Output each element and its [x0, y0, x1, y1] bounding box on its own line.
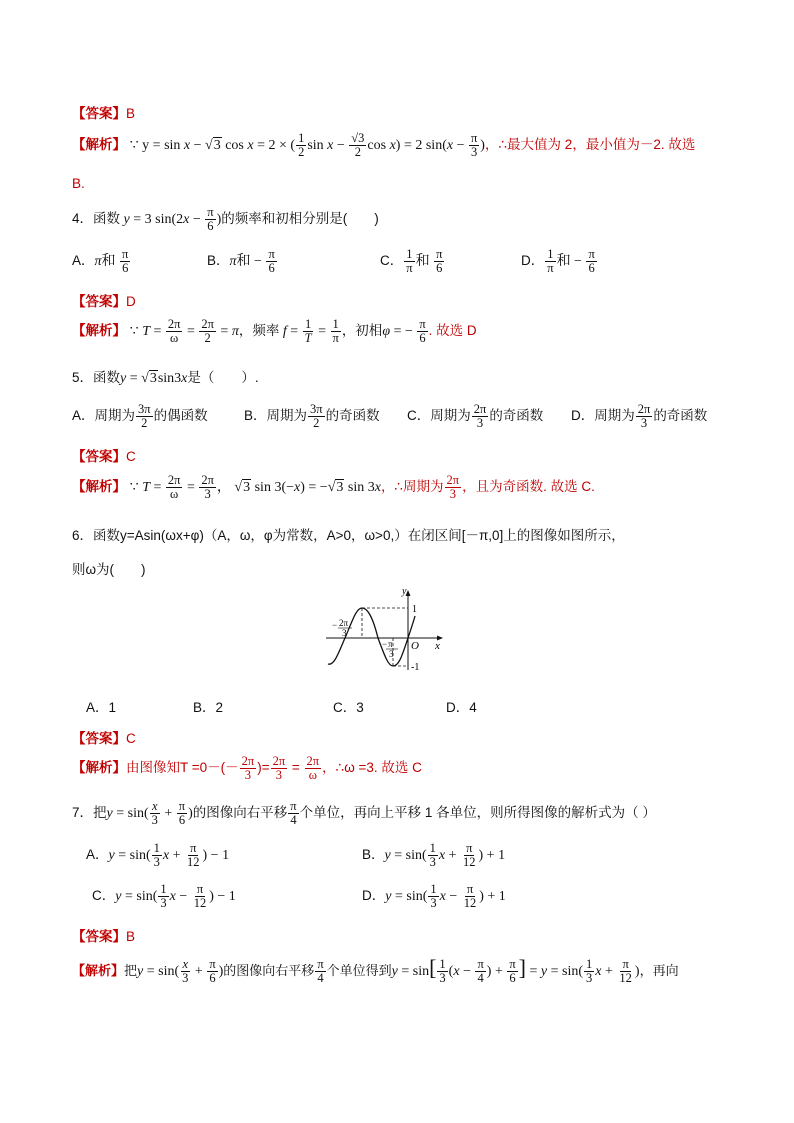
q4-option-c[interactable]: C． $\frac{1}{\pi}$ 和 $\frac{\pi}{6}$: [380, 247, 443, 276]
y-label: y: [402, 586, 407, 597]
q6-stem-line1: 6．函数y=Asin(ωx+φ)（A，ω，φ为常数，A>0，ω>0,）在闭区间[－π,0]上的图像如图所示，: [72, 528, 625, 543]
q4-option-d[interactable]: D． $\frac{1}{\pi}$ 和 − $\frac{\pi}{6}$: [521, 247, 595, 276]
q5-analysis-row: 【解析】 ∵ T = $\frac{2\pi}{\omega}$ = $\frac{2\pi}{3}$ ， √3 sin 3(−x) = −√3 sin 3x，∴周期为 $\frac{2\pi}{3}$ ，且为奇函数. 故选 C.: [72, 473, 595, 502]
three-label-left: 3: [342, 628, 347, 638]
q6-answer: C: [126, 731, 136, 746]
q3-answer: B: [126, 106, 136, 121]
q3-conclusion: ，∴最大值为 2，最小值为－2. 故选: [484, 136, 696, 152]
q4-analysis-row: 【解析】 ∵ T = $\frac{2\pi}{\omega}$ = $\frac{2\pi}{2}$ = π，频率 f = $\frac{1}{T}$ = $\frac{1}{\pi}$ ，初相φ = − $\frac{\pi}{6}$ . 故选 D: [72, 317, 477, 346]
q7-answer-row: 【答案】B: [72, 929, 136, 944]
minus-one-label: -1: [411, 662, 420, 672]
q7-option-a[interactable]: A．y = sin( $\frac{1}{3}$ x + $\frac{\pi}{12}$ ) − 1: [86, 841, 230, 870]
q7-option-b[interactable]: B．y = sin( $\frac{1}{3}$ x + $\frac{\pi}{12}$ ) + 1: [362, 841, 506, 870]
q7-answer: B: [126, 929, 136, 944]
q6-option-d[interactable]: D．4: [446, 700, 477, 715]
q5-answer-row: 【答案】C: [72, 449, 136, 464]
pi-label: π: [388, 639, 393, 649]
q3-answer-row: [72, 102, 135, 122]
three-label-right: 3: [389, 649, 394, 659]
origin-label: O: [411, 640, 419, 652]
q6-option-b[interactable]: B．2: [193, 700, 224, 715]
neg-sign-left: −: [332, 620, 338, 630]
q6-option-a[interactable]: A．1: [86, 700, 117, 715]
q5-option-a[interactable]: A．周期为 $\frac{3\pi}{2}$ 的偶函数: [72, 402, 208, 431]
q6-graph: [322, 586, 447, 672]
q3-formula: ∵ y = sin x − √3 cos x = 2 × ( $\frac{1}{2}$ sin x − $\frac{√3}{2}$ cos x) = 2 sin(x − $\frac{\pi}{3}$ ): [129, 131, 485, 160]
q7-analysis-row: 【解析】把y = sin( $\frac{x}{3}$ + $\frac{\pi}{6}$ )的图像向右平移 $\frac{\pi}{4}$ 个单位得到y = sin[ $\frac{1}{3}$ (x − $\frac{\pi}{4}$ ) + $\frac{\pi}{6}$ ] = y = sin( $\frac{1}{3}$ x + $\frac{\pi}{12}$ )，再向: [72, 955, 679, 986]
q4-answer: D: [126, 294, 136, 309]
q4-option-a[interactable]: A．π和 $\frac{\pi}{6}$: [72, 247, 129, 276]
q4-stem: 4．函数 y = 3 sin(2x − $\frac{\pi}{6}$ )的频率和初相分别是( ): [72, 205, 379, 234]
q3-conclusion-wrap: B.: [72, 176, 85, 191]
q6-answer-row: 【答案】C: [72, 731, 136, 746]
two-pi-label: 2π: [339, 618, 349, 628]
q5-option-d[interactable]: D．周期为 $\frac{2\pi}{3}$ 的奇函数: [571, 402, 708, 431]
q6-option-c[interactable]: C．3: [333, 700, 364, 715]
answer-label: 【答案】: [72, 106, 126, 121]
q7-option-d[interactable]: D．y = sin( $\frac{1}{3}$ x − $\frac{\pi}{12}$ ) + 1: [362, 882, 506, 911]
q4-function: y = 3 sin(2x − $\frac{\pi}{6}$ ): [123, 205, 222, 234]
q3-analysis-row: [72, 132, 695, 159]
analysis-label: 【解析】: [72, 136, 126, 152]
q4-option-b[interactable]: B．π和 − $\frac{\pi}{6}$: [207, 247, 275, 276]
q7-option-c[interactable]: C．y = sin( $\frac{1}{3}$ x − $\frac{\pi}{12}$ ) − 1: [92, 882, 236, 911]
q5-option-b[interactable]: B．周期为 $\frac{3\pi}{2}$ 的奇函数: [244, 402, 380, 431]
x-label: x: [435, 640, 440, 652]
q5-stem: 5．函数y = √3sin3x是（ ）.: [72, 370, 259, 386]
q5-answer: C: [126, 449, 136, 464]
neg-sign-right: −: [382, 639, 388, 649]
q5-option-c[interactable]: C．周期为 $\frac{2\pi}{3}$ 的奇函数: [407, 402, 544, 431]
one-label: 1: [412, 604, 417, 615]
q6-stem-line2: 则ω为( ): [72, 562, 146, 577]
q6-analysis-row: 【解析】由图像知T =0－(－ $\frac{2\pi}{3}$ )= $\frac{2\pi}{3}$ = $\frac{2\pi}{\omega}$ ，∴ω =3. 故选 C: [72, 754, 422, 783]
q4-answer-row: 【答案】D: [72, 294, 136, 309]
q7-stem: 7．把y = sin( $\frac{x}{3}$ + $\frac{\pi}{6}$ )的图像向右平移 $\frac{\pi}{4}$ 个单位，再向上平移 1 各单位，则所得图像的解析式为（ ）: [72, 799, 656, 828]
